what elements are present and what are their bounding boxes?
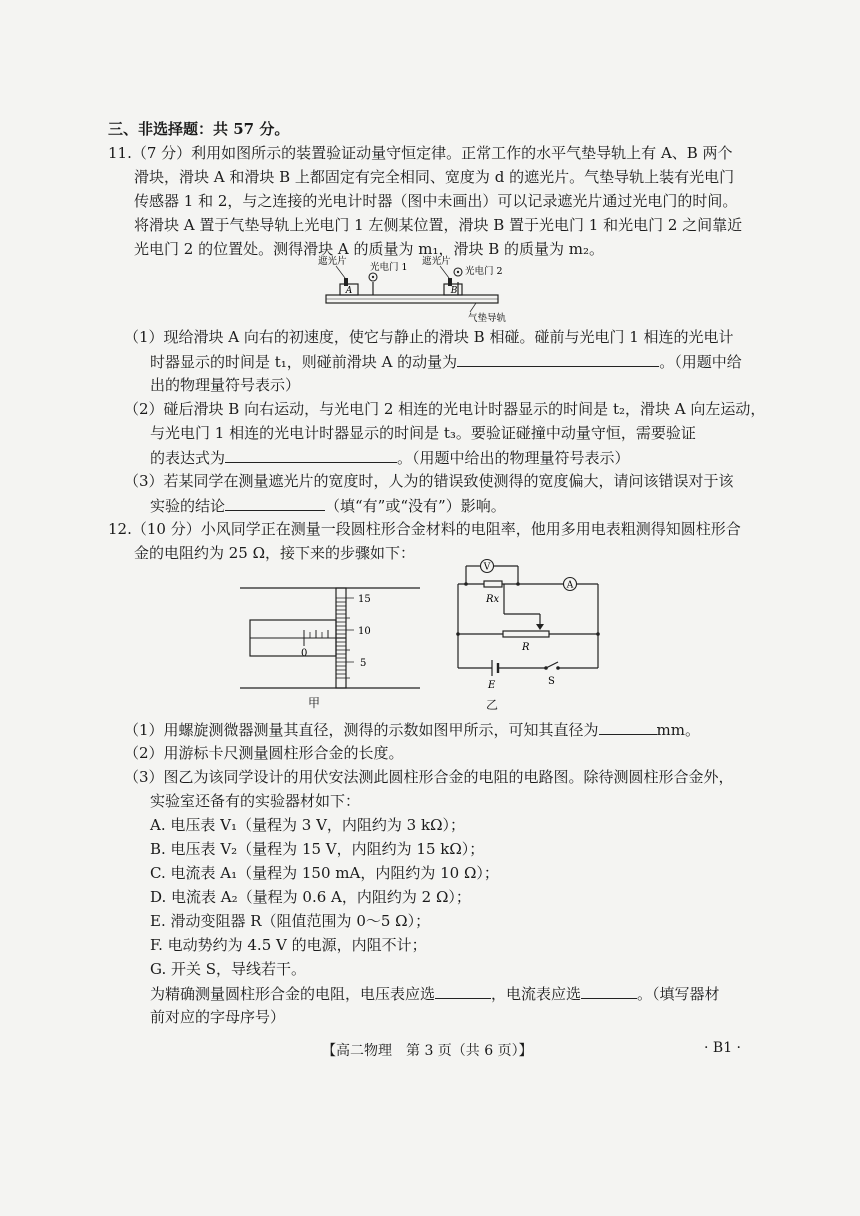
q11-p1-line-1: （1）现给滑块 A 向右的初速度，使它与静止的滑块 B 相碰。碰前与光电门 1 相连的光电计 <box>124 328 734 346</box>
air-track-figure <box>318 252 518 324</box>
e-label: E <box>488 680 496 691</box>
q11-p2-answer-blank[interactable] <box>225 446 397 463</box>
r-label: R <box>522 642 530 653</box>
micrometer-zero-label: 0 <box>301 648 308 659</box>
q12-option-c: C. 电流表 A₁（量程为 150 mA，内阻约为 10 Ω）； <box>150 864 499 882</box>
q11-p2-line-3 <box>150 446 630 469</box>
q12-p1-line <box>124 718 700 741</box>
micrometer-figure <box>240 580 430 710</box>
gate-label-2: 光电门 2 <box>465 266 503 277</box>
figure-jia-caption: 甲 <box>308 696 321 710</box>
section-title: 三、非选择题：共 57 分。 <box>108 120 290 138</box>
q12-final-text-3: 。（填写器材 <box>637 985 720 1003</box>
ammeter-label: A <box>566 580 574 591</box>
q12-final-line-1 <box>150 982 720 1005</box>
s-label: S <box>548 676 555 687</box>
q12-option-a: A. 电压表 V₁（量程为 3 V，内阻约为 3 kΩ）； <box>150 816 466 834</box>
rx-label: Rx <box>486 594 500 605</box>
q11-line-5: 光电门 2 的位置处。测得滑块 A 的质量为 m₁，滑块 B 的质量为 m₂。 <box>134 240 605 258</box>
q11-p2-line-1: （2）碰后滑块 B 向右运动，与光电门 2 相连的光电计时器显示的时间是 t₂，滑块 A 向左运动， <box>124 400 766 418</box>
q11-p1-answer-blank[interactable] <box>457 350 659 367</box>
q11-p1-text-pre: 时器显示的时间是 t₁，则碰前滑块 A 的动量为 <box>150 353 458 371</box>
q11-p1-text-post: 。（用题中给 <box>659 353 742 371</box>
q12-option-f: F. 电动势约为 4.5 V 的电源，内阻不计； <box>150 936 427 954</box>
q12-line-1: 12.（10 分）小风同学正在测量一段圆柱形合金材料的电阻率，他用多用电表粗测得知圆柱形合 <box>108 520 741 538</box>
q12-line-2: 金的电阻约为 25 Ω，接下来的步骤如下： <box>134 544 416 562</box>
shade-label-1: 遮光片 <box>318 256 347 267</box>
q12-final-line-2: 前对应的字母序号） <box>150 1008 286 1026</box>
q11-p3-answer-blank[interactable] <box>225 494 325 511</box>
q11-line-3: 传感器 1 和 2，与之连接的光电计时器（图中未画出）可以记录遮光片通过光电门的时间。 <box>134 192 738 210</box>
paper-code: · B1 · <box>704 1040 741 1056</box>
q11-p2-text-post: 。（用题中给出的物理量符号表示） <box>397 449 630 467</box>
q12-final-text-1: 为精确测量圆柱形合金的电阻，电压表应选 <box>150 985 436 1003</box>
block-b-label: B <box>450 286 458 296</box>
q12-p1-text-post: mm。 <box>656 721 700 739</box>
q11-p3-text-pre: 实验的结论 <box>150 497 226 515</box>
q11-p3-text-post: （填“有”或“没有”）影响。 <box>325 497 506 515</box>
q12-option-g: G. 开关 S，导线若干。 <box>150 960 307 978</box>
voltmeter-label: V <box>483 562 491 573</box>
block-a-label: A <box>345 286 353 296</box>
q11-p3-line-2 <box>150 494 506 517</box>
q11-line-1: 11.（7 分）利用如图所示的装置验证动量守恒定律。正常工作的水平气垫导轨上有 A、B 两个 <box>108 144 733 162</box>
q12-final-text-2: ，电流表应选 <box>491 985 582 1003</box>
q12-p2-line: （2）用游标卡尺测量圆柱形合金的长度。 <box>124 744 404 762</box>
micrometer-tick-10: 10 <box>358 626 371 637</box>
q12-option-e: E. 滑动变阻器 R（阻值范围为 0～5 Ω）； <box>150 912 431 930</box>
q11-line-2: 滑块，滑块 A 和滑块 B 上都固定有完全相同、宽度为 d 的遮光片。气垫导轨上装有光电门 <box>134 168 735 186</box>
q11-p1-line-2 <box>150 350 742 373</box>
q11-p1-line-3: 出的物理量符号表示） <box>150 376 301 394</box>
ammeter-choice-blank[interactable] <box>581 982 637 999</box>
q12-p1-answer-blank[interactable] <box>599 718 657 735</box>
q12-option-d: D. 电流表 A₂（量程为 0.6 A，内阻约为 2 Ω）； <box>150 888 471 906</box>
q11-p3-line-1: （3）若某同学在测量遮光片的宽度时，人为的错误致使测得的宽度偏大，请问该错误对于该 <box>124 472 734 490</box>
shade-label-2: 遮光片 <box>422 256 451 267</box>
q11-p2-text-pre: 的表达式为 <box>150 449 226 467</box>
q12-option-b: B. 电压表 V₂（量程为 15 V，内阻约为 15 kΩ）； <box>150 840 485 858</box>
q12-p1-text-pre: （1）用螺旋测微器测量其直径，测得的示数如图甲所示，可知其直径为 <box>124 721 599 739</box>
voltmeter-choice-blank[interactable] <box>435 982 491 999</box>
figure-yi-caption: 乙 <box>486 698 499 712</box>
q11-p2-line-2: 与光电门 1 相连的光电计时器显示的时间是 t₃。要验证碰撞中动量守恒，需要验证 <box>150 424 696 442</box>
circuit-figure <box>448 556 613 696</box>
q12-p3-line-2: 实验室还备有的实验器材如下： <box>150 792 361 810</box>
micrometer-tick-5: 5 <box>360 658 367 669</box>
micrometer-tick-15: 15 <box>358 594 371 605</box>
gate-label-1: 光电门 1 <box>370 262 408 273</box>
rail-label: 气垫导轨 <box>468 313 507 324</box>
page-footer: 【高二物理 第 3 页（共 6 页）】 <box>322 1043 533 1059</box>
q11-line-4: 将滑块 A 置于气垫导轨上光电门 1 左侧某位置，滑块 B 置于光电门 1 和光电门 2 之间靠近 <box>134 216 743 234</box>
rheostat-r <box>503 631 549 637</box>
resistor-rx <box>484 581 502 587</box>
q12-p3-line-1: （3）图乙为该同学设计的用伏安法测此圆柱形合金的电阻的电路图。除待测圆柱形合金外， <box>124 768 734 786</box>
